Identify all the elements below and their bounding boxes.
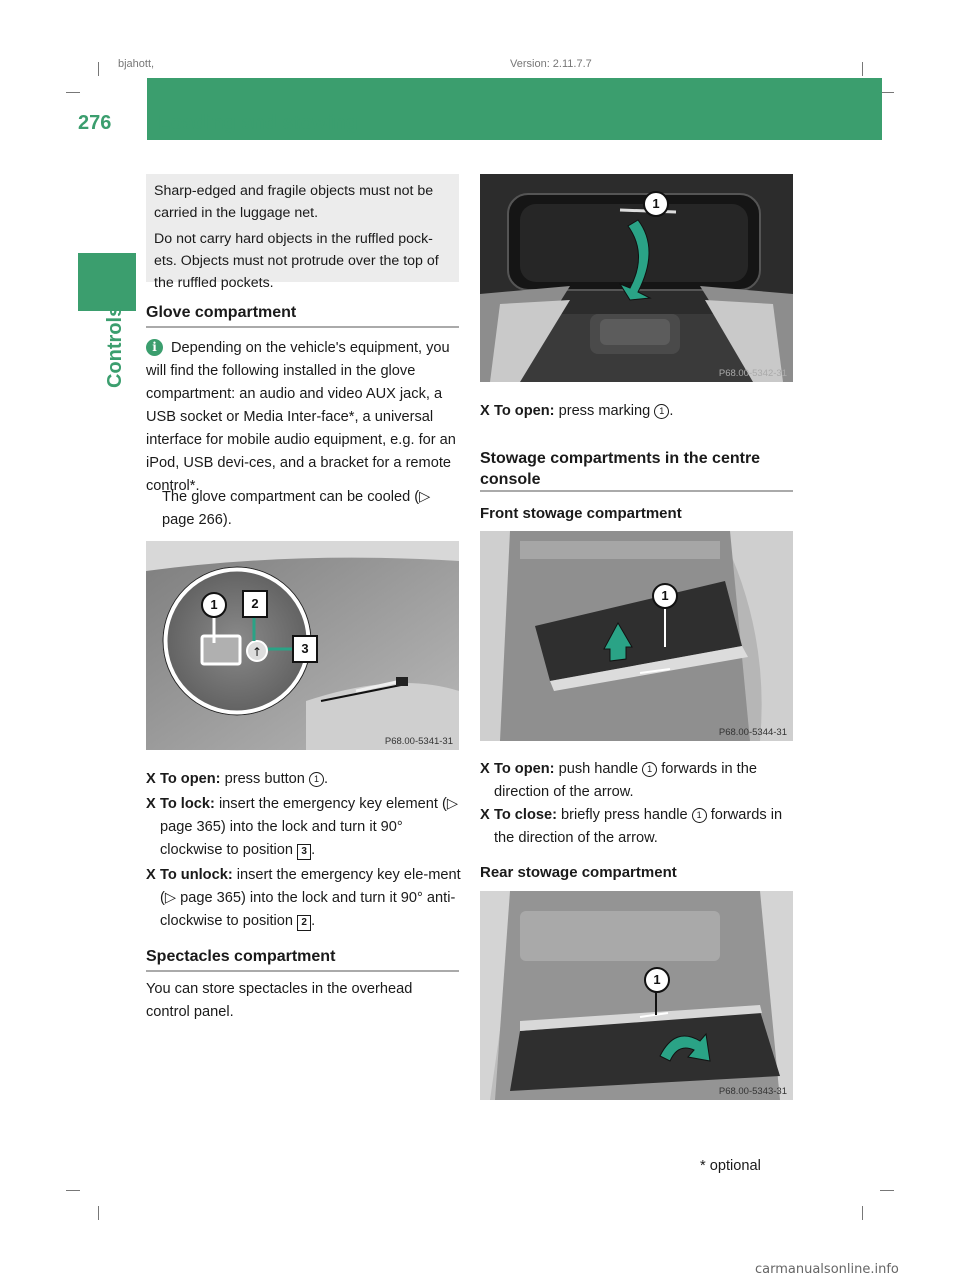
warning-note-box bbox=[146, 174, 459, 291]
crop-mark bbox=[880, 1190, 894, 1191]
spectacles-text: You can store spectacles in the overhead control panel. bbox=[146, 981, 413, 1020]
crop-mark bbox=[880, 92, 894, 93]
spectacles-compartment-image bbox=[480, 174, 793, 382]
step-arrow: X bbox=[146, 771, 156, 787]
image-code: P68.00-5342-31 bbox=[718, 368, 787, 379]
print-info-right: Version: 2.11.7.7 bbox=[510, 58, 592, 70]
centre-console-heading: Stowage compartments in the centre console bbox=[480, 450, 761, 488]
front-compartment-heading: Front stowage compartment bbox=[480, 505, 682, 522]
callout-1: 1 bbox=[652, 583, 678, 609]
ref-circle: 1 bbox=[309, 772, 324, 787]
note-line: Do not carry hard objects in the ruffled pock-ets. Objects must not protrude over the top of the ruffled pockets. bbox=[154, 231, 439, 291]
callout-3: 3 bbox=[292, 635, 318, 663]
info-icon: i bbox=[146, 339, 163, 356]
page-title: Loading and stowing bbox=[158, 112, 358, 134]
page-number: 276 bbox=[78, 112, 112, 134]
heading-rule bbox=[146, 970, 459, 972]
crop-mark bbox=[98, 1206, 99, 1220]
step-arrow: X bbox=[146, 867, 156, 883]
crop-mark bbox=[66, 92, 80, 93]
crop-mark bbox=[862, 62, 863, 76]
step-close: X To close: briefly press handle 1 forwards in the direction of the arrow. bbox=[480, 804, 796, 850]
step-unlock: X To unlock: insert the emergency key ele-ment (▷ page 365) into the lock and turn it 90° anti-clockwise to position 2 . bbox=[146, 864, 462, 933]
callout-1: 1 bbox=[201, 592, 227, 618]
glove-compartment-image bbox=[146, 541, 459, 750]
heading-rule bbox=[146, 326, 459, 328]
heading-rule bbox=[480, 490, 793, 492]
ref-circle: 1 bbox=[642, 762, 657, 777]
front-compartment-image bbox=[480, 531, 793, 741]
ref-circle: 1 bbox=[654, 404, 669, 419]
step-arrow: X bbox=[480, 403, 490, 419]
crop-mark bbox=[66, 1190, 80, 1191]
glove-heading: Glove compartment bbox=[146, 304, 297, 321]
callout-1: 1 bbox=[643, 191, 669, 217]
step-lock: X To lock: insert the emergency key element (▷ page 365) into the lock and turn it 90° clockwise to position 3 . bbox=[146, 793, 464, 862]
svg-text:↑: ↑ bbox=[251, 645, 263, 659]
ref-square: 3 bbox=[297, 844, 311, 860]
step-arrow: X bbox=[480, 761, 490, 777]
info-paragraph: i Depending on the vehicle's equipment, you will find the following installed in the glove compartment: an audio and video AUX jack, a USB socket or Media Inter-face*, a universal interface for mobile audio equipment, e.g. for an iPod, USB devi-ces, and a bracket for a remote control*. bbox=[146, 340, 456, 494]
note-line: Sharp-edged and fragile objects must not be carried in the luggage net. bbox=[154, 183, 434, 221]
rear-compartment-image bbox=[480, 891, 793, 1100]
ref-square: 2 bbox=[297, 915, 311, 931]
watermark: carmanualsonline.info bbox=[755, 1262, 899, 1277]
image-code: P68.00-5343-31 bbox=[718, 1086, 787, 1097]
image-code: P68.00-5344-31 bbox=[718, 727, 787, 738]
step-open: X To open: press button 1 . bbox=[146, 768, 462, 791]
callout-1: 1 bbox=[644, 967, 670, 993]
callout-2: 2 bbox=[242, 590, 268, 618]
step-open: X To open: push handle 1 forwards in the direction of the arrow. bbox=[480, 758, 796, 804]
step-arrow: X bbox=[146, 796, 156, 812]
step-arrow: X bbox=[480, 807, 490, 823]
cooled-paragraph: The glove compartment can be cooled (▷ page 266). bbox=[162, 489, 431, 528]
crop-mark bbox=[98, 62, 99, 76]
step-open: X To open: press marking 1 . bbox=[480, 400, 796, 423]
image-code: P68.00-5341-31 bbox=[384, 736, 453, 747]
spectacles-heading: Spectacles compartment bbox=[146, 948, 336, 965]
rear-compartment-heading: Rear stowage compartment bbox=[480, 864, 677, 881]
ref-circle: 1 bbox=[692, 808, 707, 823]
side-tab-label: Controls bbox=[104, 305, 126, 388]
optional-footnote: * optional bbox=[700, 1158, 761, 1174]
crop-mark bbox=[862, 1206, 863, 1220]
print-info-left: bjahott, bbox=[118, 58, 155, 70]
side-tab-marker bbox=[78, 253, 136, 311]
